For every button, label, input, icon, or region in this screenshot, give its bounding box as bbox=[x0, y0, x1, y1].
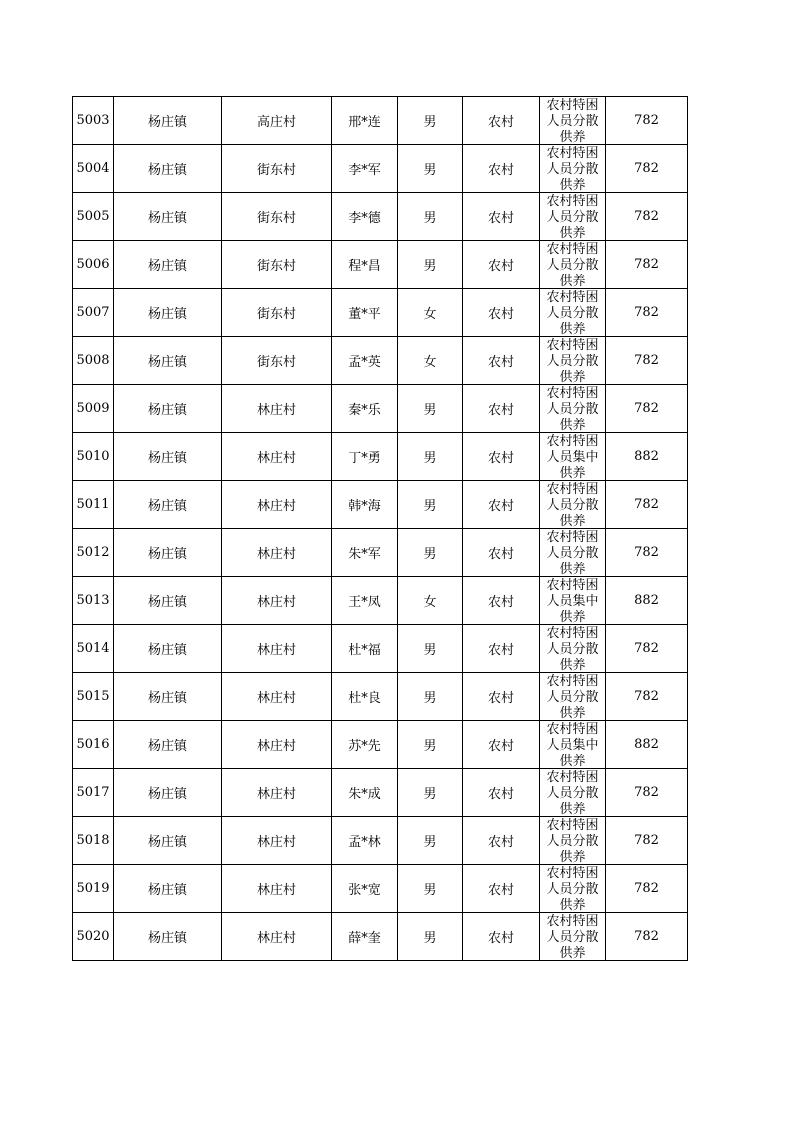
cell-name: 王*凤 bbox=[332, 577, 398, 625]
cell-sex: 男 bbox=[398, 817, 463, 865]
cell-household-type: 农村 bbox=[463, 721, 540, 769]
cell-amount: 782 bbox=[606, 913, 688, 961]
category-text: 农村特困人员分散供养 bbox=[546, 194, 599, 240]
table-row bbox=[73, 97, 688, 145]
cell-sex: 男 bbox=[398, 385, 463, 433]
table-row bbox=[73, 865, 688, 913]
cell-name: 李*德 bbox=[332, 193, 398, 241]
category-text: 农村特困人员集中供养 bbox=[546, 722, 599, 768]
cell-household-type: 农村 bbox=[463, 913, 540, 961]
cell-village: 林庄村 bbox=[222, 625, 332, 673]
cell-name: 杜*良 bbox=[332, 673, 398, 721]
cell-amount: 782 bbox=[606, 865, 688, 913]
cell-category bbox=[540, 913, 606, 961]
cell-category bbox=[540, 385, 606, 433]
category-text: 农村特困人员分散供养 bbox=[546, 146, 599, 192]
cell-id: 5013 bbox=[73, 577, 114, 625]
cell-name: 朱*军 bbox=[332, 529, 398, 577]
cell-household-type: 农村 bbox=[463, 289, 540, 337]
cell-sex: 男 bbox=[398, 97, 463, 145]
table-row bbox=[73, 433, 688, 481]
category-text: 农村特困人员集中供养 bbox=[546, 434, 599, 480]
cell-category bbox=[540, 433, 606, 481]
cell-town: 杨庄镇 bbox=[114, 241, 222, 289]
cell-town: 杨庄镇 bbox=[114, 865, 222, 913]
cell-name: 苏*先 bbox=[332, 721, 398, 769]
cell-amount: 782 bbox=[606, 481, 688, 529]
category-text: 农村特困人员分散供养 bbox=[546, 290, 599, 336]
cell-category bbox=[540, 337, 606, 385]
category-text: 农村特困人员分散供养 bbox=[546, 914, 599, 960]
cell-household-type: 农村 bbox=[463, 97, 540, 145]
cell-sex: 女 bbox=[398, 289, 463, 337]
cell-category bbox=[540, 97, 606, 145]
cell-id: 5005 bbox=[73, 193, 114, 241]
cell-name: 李*军 bbox=[332, 145, 398, 193]
cell-amount: 782 bbox=[606, 673, 688, 721]
cell-village: 林庄村 bbox=[222, 721, 332, 769]
cell-sex: 男 bbox=[398, 769, 463, 817]
table-row bbox=[73, 721, 688, 769]
cell-category bbox=[540, 817, 606, 865]
table-row bbox=[73, 193, 688, 241]
cell-village: 林庄村 bbox=[222, 529, 332, 577]
cell-village: 街东村 bbox=[222, 145, 332, 193]
cell-category bbox=[540, 289, 606, 337]
cell-name: 张*宽 bbox=[332, 865, 398, 913]
cell-household-type: 农村 bbox=[463, 193, 540, 241]
cell-amount: 782 bbox=[606, 241, 688, 289]
cell-amount: 882 bbox=[606, 577, 688, 625]
cell-household-type: 农村 bbox=[463, 817, 540, 865]
cell-id: 5015 bbox=[73, 673, 114, 721]
table-row bbox=[73, 529, 688, 577]
table-row bbox=[73, 337, 688, 385]
cell-id: 5012 bbox=[73, 529, 114, 577]
cell-village: 林庄村 bbox=[222, 913, 332, 961]
cell-sex: 男 bbox=[398, 913, 463, 961]
cell-id: 5014 bbox=[73, 625, 114, 673]
cell-id: 5008 bbox=[73, 337, 114, 385]
cell-sex: 男 bbox=[398, 145, 463, 193]
cell-household-type: 农村 bbox=[463, 625, 540, 673]
cell-town: 杨庄镇 bbox=[114, 97, 222, 145]
cell-category bbox=[540, 673, 606, 721]
cell-household-type: 农村 bbox=[463, 529, 540, 577]
category-text: 农村特困人员分散供养 bbox=[546, 242, 599, 288]
cell-name: 程*昌 bbox=[332, 241, 398, 289]
cell-id: 5003 bbox=[73, 97, 114, 145]
cell-category bbox=[540, 769, 606, 817]
cell-sex: 男 bbox=[398, 193, 463, 241]
cell-category bbox=[540, 481, 606, 529]
cell-household-type: 农村 bbox=[463, 145, 540, 193]
cell-town: 杨庄镇 bbox=[114, 769, 222, 817]
cell-village: 街东村 bbox=[222, 289, 332, 337]
cell-village: 林庄村 bbox=[222, 385, 332, 433]
table-row bbox=[73, 817, 688, 865]
cell-village: 街东村 bbox=[222, 337, 332, 385]
category-text: 农村特困人员分散供养 bbox=[546, 98, 599, 144]
cell-name: 韩*海 bbox=[332, 481, 398, 529]
table-row bbox=[73, 289, 688, 337]
cell-id: 5007 bbox=[73, 289, 114, 337]
cell-id: 5004 bbox=[73, 145, 114, 193]
cell-name: 丁*勇 bbox=[332, 433, 398, 481]
category-text: 农村特困人员分散供养 bbox=[546, 674, 599, 720]
cell-town: 杨庄镇 bbox=[114, 145, 222, 193]
data-table bbox=[72, 96, 688, 961]
cell-town: 杨庄镇 bbox=[114, 913, 222, 961]
cell-category bbox=[540, 193, 606, 241]
cell-id: 5009 bbox=[73, 385, 114, 433]
cell-town: 杨庄镇 bbox=[114, 289, 222, 337]
cell-town: 杨庄镇 bbox=[114, 193, 222, 241]
cell-name: 孟*英 bbox=[332, 337, 398, 385]
cell-id: 5020 bbox=[73, 913, 114, 961]
category-text: 农村特困人员分散供养 bbox=[546, 386, 599, 432]
cell-name: 朱*成 bbox=[332, 769, 398, 817]
cell-category bbox=[540, 577, 606, 625]
cell-name: 秦*乐 bbox=[332, 385, 398, 433]
table-row bbox=[73, 481, 688, 529]
cell-sex: 男 bbox=[398, 721, 463, 769]
cell-town: 杨庄镇 bbox=[114, 385, 222, 433]
cell-amount: 782 bbox=[606, 529, 688, 577]
cell-household-type: 农村 bbox=[463, 385, 540, 433]
cell-household-type: 农村 bbox=[463, 865, 540, 913]
cell-household-type: 农村 bbox=[463, 433, 540, 481]
cell-household-type: 农村 bbox=[463, 577, 540, 625]
cell-sex: 男 bbox=[398, 865, 463, 913]
table-row bbox=[73, 673, 688, 721]
cell-village: 林庄村 bbox=[222, 865, 332, 913]
table-row bbox=[73, 769, 688, 817]
category-text: 农村特困人员分散供养 bbox=[546, 338, 599, 384]
cell-household-type: 农村 bbox=[463, 241, 540, 289]
cell-village: 街东村 bbox=[222, 193, 332, 241]
cell-id: 5017 bbox=[73, 769, 114, 817]
cell-name: 董*平 bbox=[332, 289, 398, 337]
table-row bbox=[73, 577, 688, 625]
cell-household-type: 农村 bbox=[463, 481, 540, 529]
cell-id: 5011 bbox=[73, 481, 114, 529]
cell-category bbox=[540, 529, 606, 577]
category-text: 农村特困人员分散供养 bbox=[546, 530, 599, 576]
table-row bbox=[73, 241, 688, 289]
cell-village: 高庄村 bbox=[222, 97, 332, 145]
cell-amount: 782 bbox=[606, 769, 688, 817]
cell-village: 林庄村 bbox=[222, 817, 332, 865]
cell-village: 林庄村 bbox=[222, 481, 332, 529]
cell-town: 杨庄镇 bbox=[114, 673, 222, 721]
cell-id: 5018 bbox=[73, 817, 114, 865]
cell-sex: 男 bbox=[398, 241, 463, 289]
cell-category bbox=[540, 145, 606, 193]
cell-household-type: 农村 bbox=[463, 769, 540, 817]
cell-sex: 女 bbox=[398, 337, 463, 385]
cell-amount: 782 bbox=[606, 385, 688, 433]
cell-id: 5019 bbox=[73, 865, 114, 913]
cell-household-type: 农村 bbox=[463, 337, 540, 385]
cell-id: 5016 bbox=[73, 721, 114, 769]
cell-village: 林庄村 bbox=[222, 673, 332, 721]
cell-name: 杜*福 bbox=[332, 625, 398, 673]
cell-village: 林庄村 bbox=[222, 769, 332, 817]
cell-town: 杨庄镇 bbox=[114, 337, 222, 385]
table-body bbox=[73, 97, 688, 961]
cell-town: 杨庄镇 bbox=[114, 817, 222, 865]
cell-amount: 782 bbox=[606, 193, 688, 241]
cell-sex: 男 bbox=[398, 673, 463, 721]
cell-name: 薛*奎 bbox=[332, 913, 398, 961]
cell-town: 杨庄镇 bbox=[114, 433, 222, 481]
category-text: 农村特困人员分散供养 bbox=[546, 482, 599, 528]
cell-household-type: 农村 bbox=[463, 673, 540, 721]
cell-id: 5006 bbox=[73, 241, 114, 289]
cell-name: 孟*林 bbox=[332, 817, 398, 865]
cell-name: 邢*连 bbox=[332, 97, 398, 145]
cell-village: 街东村 bbox=[222, 241, 332, 289]
cell-category bbox=[540, 721, 606, 769]
cell-village: 林庄村 bbox=[222, 433, 332, 481]
table-row bbox=[73, 913, 688, 961]
cell-amount: 782 bbox=[606, 97, 688, 145]
cell-town: 杨庄镇 bbox=[114, 721, 222, 769]
cell-category bbox=[540, 241, 606, 289]
cell-sex: 女 bbox=[398, 577, 463, 625]
cell-id: 5010 bbox=[73, 433, 114, 481]
cell-category bbox=[540, 865, 606, 913]
cell-amount: 882 bbox=[606, 433, 688, 481]
cell-amount: 782 bbox=[606, 625, 688, 673]
table-row bbox=[73, 625, 688, 673]
category-text: 农村特困人员分散供养 bbox=[546, 818, 599, 864]
cell-town: 杨庄镇 bbox=[114, 577, 222, 625]
cell-amount: 782 bbox=[606, 817, 688, 865]
table-row bbox=[73, 145, 688, 193]
cell-town: 杨庄镇 bbox=[114, 481, 222, 529]
cell-category bbox=[540, 625, 606, 673]
category-text: 农村特困人员分散供养 bbox=[546, 866, 599, 912]
table-row bbox=[73, 385, 688, 433]
cell-amount: 782 bbox=[606, 145, 688, 193]
cell-sex: 男 bbox=[398, 625, 463, 673]
cell-village: 林庄村 bbox=[222, 577, 332, 625]
cell-sex: 男 bbox=[398, 481, 463, 529]
category-text: 农村特困人员集中供养 bbox=[546, 578, 599, 624]
category-text: 农村特困人员分散供养 bbox=[546, 770, 599, 816]
cell-sex: 男 bbox=[398, 433, 463, 481]
cell-town: 杨庄镇 bbox=[114, 625, 222, 673]
cell-amount: 782 bbox=[606, 337, 688, 385]
cell-town: 杨庄镇 bbox=[114, 529, 222, 577]
cell-amount: 782 bbox=[606, 289, 688, 337]
cell-sex: 男 bbox=[398, 529, 463, 577]
cell-amount: 882 bbox=[606, 721, 688, 769]
category-text: 农村特困人员分散供养 bbox=[546, 626, 599, 672]
